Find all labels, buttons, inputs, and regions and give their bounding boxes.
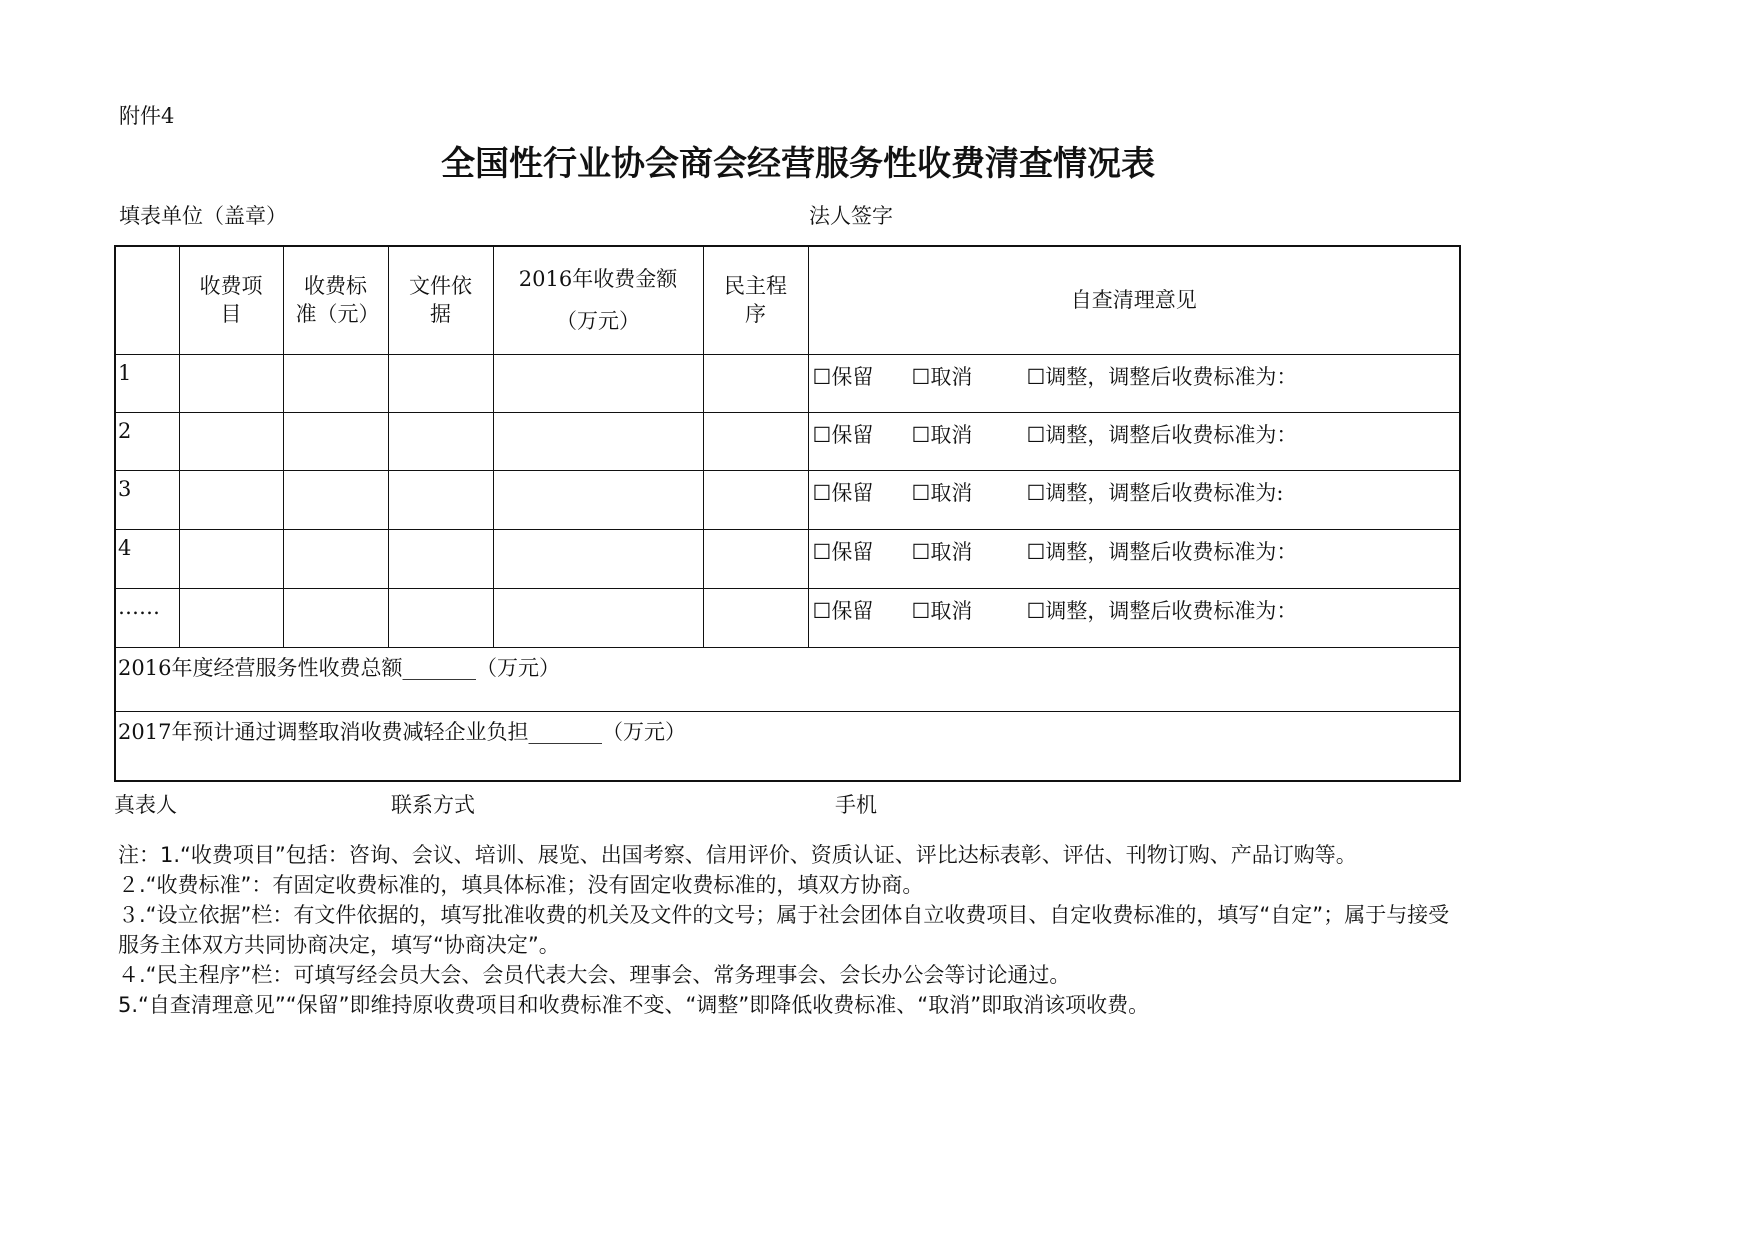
cell-fee-item[interactable] xyxy=(179,529,283,588)
cell-document-basis[interactable] xyxy=(388,588,493,647)
legal-sign-label: 法人签字 xyxy=(809,204,893,228)
self-check-options xyxy=(808,354,1460,412)
header-num xyxy=(115,246,179,354)
adjust-checkbox[interactable]: ☐调整，调整后收费标准为： xyxy=(1026,422,1298,447)
keep-checkbox[interactable]: ☐保留 xyxy=(812,539,874,564)
cell-amount[interactable] xyxy=(493,354,703,412)
header-document-basis: 文件依据 xyxy=(388,246,493,354)
table-row xyxy=(115,470,1460,529)
cancel-checkbox[interactable]: ☐取消 xyxy=(911,598,973,623)
total-2016[interactable]: 2016年度经营服务性收费总额_______（万元） xyxy=(115,647,1460,711)
adjust-checkbox[interactable]: ☐调整，调整后收费标准为： xyxy=(1026,539,1298,564)
total-row xyxy=(115,647,1460,711)
table-row xyxy=(115,354,1460,412)
filler-label: 真表人 xyxy=(114,793,177,817)
cell-democratic-procedure[interactable] xyxy=(703,588,808,647)
header-amount-line1: 2016年收费金额 xyxy=(518,267,678,292)
self-check-options xyxy=(808,470,1460,529)
cell-fee-standard[interactable] xyxy=(283,470,388,529)
row-number: 4 xyxy=(115,529,179,588)
cell-amount[interactable] xyxy=(493,412,703,470)
header-row xyxy=(115,246,1460,354)
cancel-checkbox[interactable]: ☐取消 xyxy=(911,480,973,505)
header-amount-line2: （万元） xyxy=(556,309,640,334)
cell-document-basis[interactable] xyxy=(388,354,493,412)
cell-democratic-procedure[interactable] xyxy=(703,354,808,412)
contact-label: 联系方式 xyxy=(391,793,475,817)
cell-fee-standard[interactable] xyxy=(283,588,388,647)
cell-document-basis[interactable] xyxy=(388,529,493,588)
cancel-checkbox[interactable]: ☐取消 xyxy=(911,364,973,389)
attachment-label: 附件4 xyxy=(119,104,175,128)
cell-amount[interactable] xyxy=(493,470,703,529)
keep-checkbox[interactable]: ☐保留 xyxy=(812,480,874,505)
self-check-options xyxy=(808,529,1460,588)
cell-fee-item[interactable] xyxy=(179,412,283,470)
cell-document-basis[interactable] xyxy=(388,412,493,470)
note-2: ２.“收费标准”：有固定收费标准的，填具体标准；没有固定收费标准的，填双方协商。 xyxy=(118,873,924,897)
header-self-check: 自查清理意见 xyxy=(808,246,1460,354)
header-democratic-procedure: 民主程序 xyxy=(703,246,808,354)
self-check-options xyxy=(808,412,1460,470)
cell-fee-standard[interactable] xyxy=(283,412,388,470)
cancel-checkbox[interactable]: ☐取消 xyxy=(911,539,973,564)
cell-democratic-procedure[interactable] xyxy=(703,470,808,529)
adjust-checkbox[interactable]: ☐调整，调整后收费标准为: xyxy=(1026,480,1284,505)
row-number: 3 xyxy=(115,470,179,529)
row-number: 1 xyxy=(115,354,179,412)
fee-table xyxy=(114,245,1461,782)
table-row xyxy=(115,588,1460,647)
cell-amount[interactable] xyxy=(493,588,703,647)
cell-fee-item[interactable] xyxy=(179,354,283,412)
cell-fee-item[interactable] xyxy=(179,588,283,647)
self-check-options xyxy=(808,588,1460,647)
header-fee-item: 收费项目 xyxy=(179,246,283,354)
page-title: 全国性行业协会商会经营服务性收费清查情况表 xyxy=(441,144,1155,184)
row-number: …… xyxy=(115,588,179,647)
note-5: 5.“自查清理意见”“保留”即维持原收费项目和收费标准不变、“调整”即降低收费标准、“取消”即取消该项收费。 xyxy=(118,993,1150,1017)
keep-checkbox[interactable]: ☐保留 xyxy=(812,364,874,389)
reduce-2017[interactable]: 2017年预计通过调整取消收费减轻企业负担_______（万元） xyxy=(115,711,1460,781)
cell-document-basis[interactable] xyxy=(388,470,493,529)
note-3: ３.“设立依据”栏：有文件依据的，填写批准收费的机关及文件的文号；属于社会团体自立收费项目、自定收费标准的，填写“自定”；属于与接受服务主体双方共同协商决定，填写“协商决定”。 xyxy=(118,903,1450,957)
row-number: 2 xyxy=(115,412,179,470)
cell-democratic-procedure[interactable] xyxy=(703,412,808,470)
cell-fee-standard[interactable] xyxy=(283,354,388,412)
cell-fee-item[interactable] xyxy=(179,470,283,529)
table-row xyxy=(115,529,1460,588)
keep-checkbox[interactable]: ☐保留 xyxy=(812,598,874,623)
cell-democratic-procedure[interactable] xyxy=(703,529,808,588)
phone-label: 手机 xyxy=(835,793,877,817)
notes xyxy=(118,840,1458,1020)
note-1: 注：1.“收费项目”包括：咨询、会议、培训、展览、出国考察、信用评价、资质认证、评比达标表彰、评估、刊物订购、产品订购等。 xyxy=(118,843,1357,867)
adjust-checkbox[interactable]: ☐调整，调整后收费标准为： xyxy=(1026,364,1298,389)
fill-unit-label: 填表单位（盖章） xyxy=(119,204,287,228)
adjust-checkbox[interactable]: ☐调整，调整后收费标准为： xyxy=(1026,598,1298,623)
cancel-checkbox[interactable]: ☐取消 xyxy=(911,422,973,447)
cell-amount[interactable] xyxy=(493,529,703,588)
header-fee-standard: 收费标准（元） xyxy=(283,246,388,354)
reduce-row xyxy=(115,711,1460,781)
note-4: ４.“民主程序”栏：可填写经会员大会、会员代表大会、理事会、常务理事会、会长办公会等讨论通过。 xyxy=(118,963,1071,987)
keep-checkbox[interactable]: ☐保留 xyxy=(812,422,874,447)
cell-fee-standard[interactable] xyxy=(283,529,388,588)
header-amount xyxy=(493,246,703,354)
table-row xyxy=(115,412,1460,470)
